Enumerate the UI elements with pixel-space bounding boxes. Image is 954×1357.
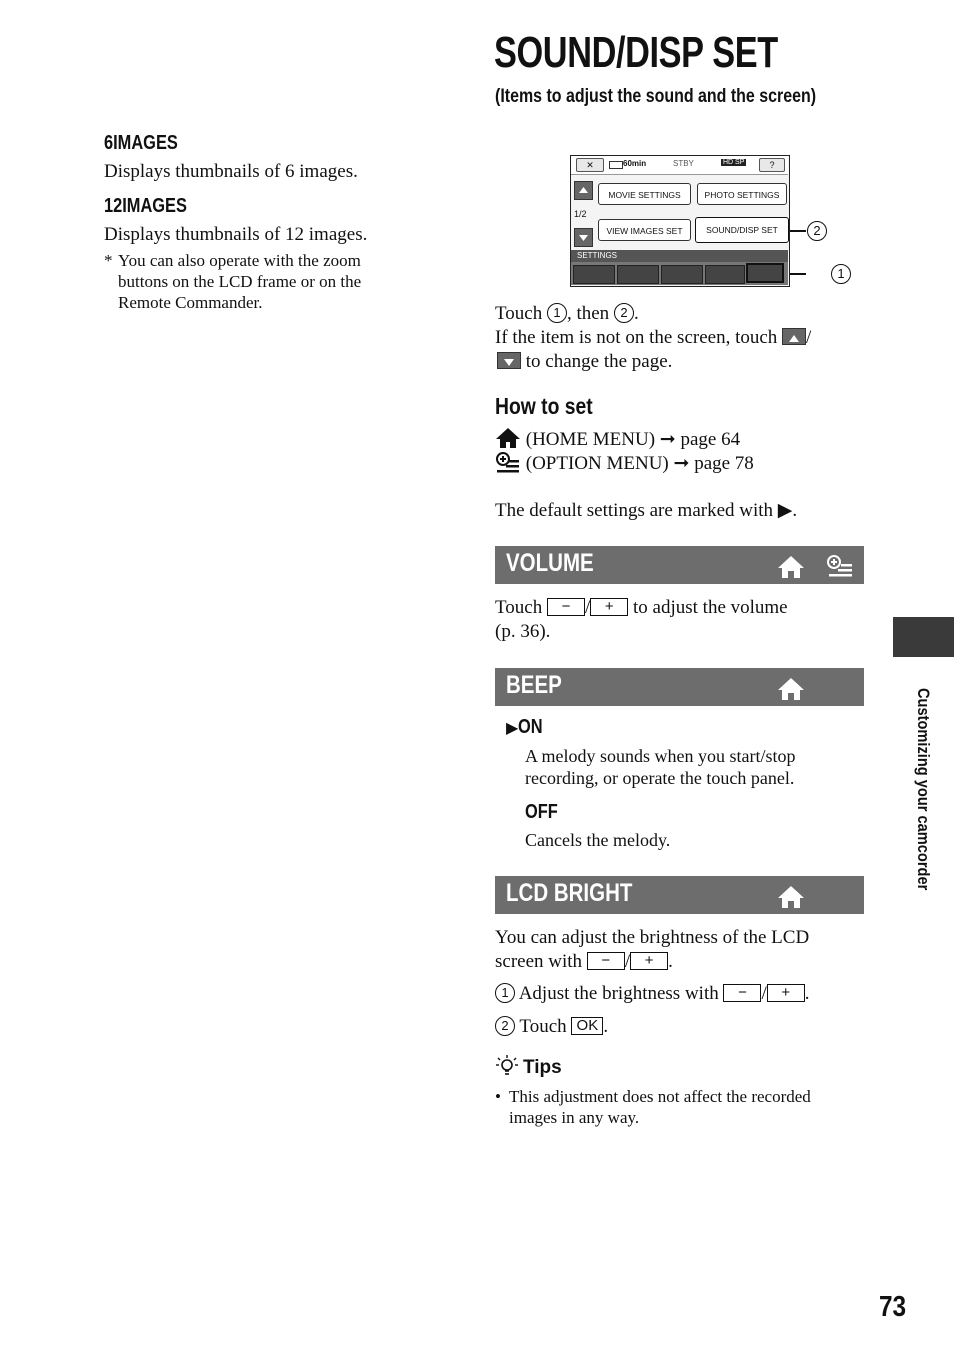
item-heading-6images: 6IMAGES <box>104 132 178 154</box>
lcd-page-down-button[interactable] <box>574 228 593 247</box>
instruction-line-3 <box>497 350 672 373</box>
lcd-battery-time: 60min <box>623 159 647 168</box>
lcd-stby: STBY <box>673 159 694 168</box>
slash: / <box>624 951 631 972</box>
note-line: You can also operate with the zoom <box>118 251 361 270</box>
note-line: buttons on the LCD frame or on the <box>118 272 362 291</box>
lcd-photo-settings-button[interactable]: PHOTO SETTINGS <box>697 183 787 205</box>
step-1-text: Adjust the brightness with <box>518 983 719 1004</box>
lcd-bright-step-2 <box>495 1015 608 1038</box>
instruction-line-2 <box>495 326 811 349</box>
page-number: 73 <box>879 1291 907 1323</box>
defaults-note: The default settings are marked with ▶. <box>495 500 798 521</box>
lcd-category-movie-icon[interactable] <box>573 265 615 284</box>
step-1-marker: 1 <box>547 303 567 323</box>
plus-button-icon: + <box>767 984 805 1002</box>
minus-button-icon: − <box>723 984 761 1002</box>
home-icon <box>777 555 805 579</box>
page-up-button-icon <box>782 328 806 345</box>
lcd-category-print-icon[interactable] <box>705 265 745 284</box>
lcd-view-images-set-button[interactable]: VIEW IMAGES SET <box>598 219 691 241</box>
tips-text <box>509 1086 811 1128</box>
item-desc-6images: Displays thumbnails of 6 images. <box>104 161 358 182</box>
lcd-close-button[interactable]: ✕ <box>576 158 604 172</box>
page-subtitle: (Items to adjust the sound and the screen) <box>495 86 817 107</box>
how-to-set-heading: How to set <box>495 393 593 419</box>
home-icon <box>777 677 805 701</box>
home-icon <box>495 427 521 449</box>
lcd-screen-illustration <box>570 155 790 287</box>
lcd-bright-header-bar <box>495 876 864 914</box>
minus-button-icon: − <box>587 952 625 970</box>
note-text <box>118 250 361 313</box>
side-tab-label: Customizing your camcorder <box>914 688 933 891</box>
slash: / <box>584 597 591 618</box>
option-menu-label: (OPTION MENU) <box>525 453 669 474</box>
home-menu-line <box>495 427 740 451</box>
volume-header-bar <box>495 546 864 584</box>
beep-on-desc-line: recording, or operate the touch panel. <box>525 768 795 788</box>
lightbulb-icon <box>495 1054 519 1078</box>
battery-icon <box>609 161 623 169</box>
page-down-button-icon <box>497 352 521 369</box>
option-menu-page: page 78 <box>694 453 754 474</box>
note-line: Remote Commander. <box>118 293 263 312</box>
lcd-bright-desc-line-2 <box>495 950 673 973</box>
lcd-page-up-button[interactable] <box>574 181 593 200</box>
instruction-touch: Touch <box>495 303 543 324</box>
period: . <box>668 951 673 972</box>
volume-desc-line-2: (p. 36). <box>495 621 551 642</box>
lcd-bright-text: screen with <box>495 951 583 972</box>
lcd-movie-settings-button[interactable]: MOVIE SETTINGS <box>598 183 691 205</box>
lcd-sound-disp-set-button[interactable]: SOUND/DISP SET <box>695 217 789 243</box>
option-menu-icon <box>826 554 854 580</box>
beep-on-heading <box>506 716 548 739</box>
lcd-mode-badge: HD SP <box>723 159 745 166</box>
step-2-marker: 2 <box>614 303 634 323</box>
callout-1: 1 <box>831 264 851 284</box>
home-menu-page: page 64 <box>680 429 741 450</box>
instruction-text: to change the page. <box>525 351 673 372</box>
period: . <box>603 1016 609 1037</box>
plus-button-icon: + <box>590 598 628 616</box>
arrow-up-icon <box>575 182 592 199</box>
arrow-down-icon <box>575 229 592 246</box>
beep-on-desc <box>525 745 796 789</box>
lcd-category-play-icon[interactable] <box>617 265 659 284</box>
option-menu-icon <box>495 451 521 473</box>
slash: / <box>761 983 767 1004</box>
instruction-period: . <box>633 303 639 324</box>
tips-label: Tips <box>523 1057 562 1078</box>
home-icon <box>777 885 805 909</box>
arrow: ➞ <box>673 453 690 474</box>
beep-off-desc: Cancels the melody. <box>525 830 671 850</box>
lcd-help-button[interactable]: ? <box>759 158 785 172</box>
side-tab-marker <box>893 617 954 657</box>
default-marker: ▶ <box>506 720 519 737</box>
lcd-category-list-icon[interactable] <box>661 265 703 284</box>
instruction-line-1 <box>495 302 639 325</box>
lcd-bright-desc-line-1: You can adjust the brightness of the LCD <box>495 927 810 948</box>
volume-text: Touch <box>495 597 543 618</box>
item-desc-12images: Displays thumbnails of 12 images. <box>104 224 368 245</box>
beep-header-bar <box>495 668 864 706</box>
lcd-category-settings-icon[interactable] <box>746 263 784 283</box>
callout-line-1 <box>790 273 806 275</box>
lcd-bright-label: LCD BRIGHT <box>506 879 633 907</box>
beep-off-label: OFF <box>525 801 558 823</box>
instruction-text: If the item is not on the screen, touch <box>495 327 778 348</box>
lcd-bright-step-1 <box>495 982 810 1005</box>
period: . <box>804 983 810 1004</box>
arrow: ➞ <box>659 429 676 450</box>
volume-desc-line-1 <box>495 596 788 619</box>
ok-button-icon: OK <box>571 1017 603 1035</box>
beep-on-label: ON <box>518 716 543 738</box>
volume-text: to adjust the volume <box>633 597 788 618</box>
lcd-page-indicator: 1/2 <box>574 209 587 219</box>
callout-line-2 <box>790 230 806 232</box>
page-title: SOUND/DISP SET <box>494 28 778 77</box>
item-heading-12images: 12IMAGES <box>104 195 187 217</box>
tips-line: This adjustment does not affect the recorded <box>509 1087 811 1106</box>
lcd-status-bar <box>571 156 788 175</box>
option-menu-line <box>495 451 754 475</box>
volume-label: VOLUME <box>506 549 594 577</box>
tips-line: images in any way. <box>509 1108 640 1127</box>
beep-label: BEEP <box>506 671 562 699</box>
lcd-category-bar <box>571 262 788 285</box>
callout-2: 2 <box>807 221 827 241</box>
lcd-section-label: SETTINGS <box>571 250 788 262</box>
beep-on-desc-line: A melody sounds when you start/stop <box>525 746 796 766</box>
step-1-marker: 1 <box>495 983 515 1003</box>
slash: / <box>806 327 812 348</box>
minus-button-icon: − <box>547 598 585 616</box>
tips-heading <box>495 1054 562 1079</box>
plus-button-icon: + <box>630 952 668 970</box>
step-2-text: Touch <box>519 1016 567 1037</box>
home-menu-label: (HOME MENU) <box>525 429 656 450</box>
step-2-marker: 2 <box>495 1016 515 1036</box>
note-asterisk: * <box>104 251 113 270</box>
tips-bullet: • <box>495 1087 501 1106</box>
instruction-then: , then <box>566 303 610 324</box>
